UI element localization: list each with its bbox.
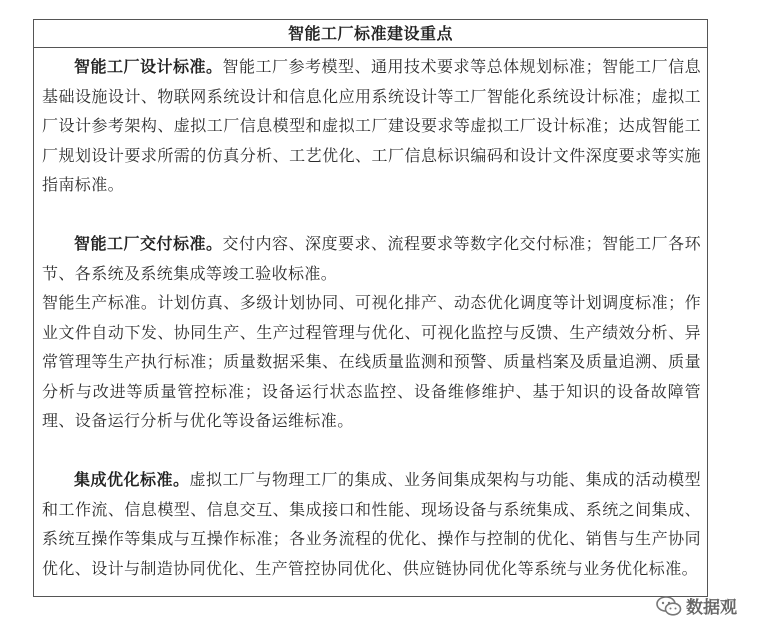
section-lead: 智能工厂交付标准。 <box>74 234 223 253</box>
section-text: 交付内容、深度要求、流程要求等数字化交付标准；智能工厂各环节、各系统及系统集成等竣工验收标准。 <box>42 234 701 283</box>
section-lead: 集成优化标准。 <box>74 470 190 489</box>
section-design-standard <box>42 52 701 200</box>
section-text: 虚拟工厂与物理工厂的集成、业务间集成架构与功能、集成的活动模型和工作流、信息模型、信息交互、集成接口和性能、现场设备与系统集成、系统之间集成、系统互操作等集成与互操作标准；各业务流程的优化、操作与控制的优化、销售与生产协同优化、设计与制造协同优化、生产管控协同优化、供应链协同优化等系统与业务优化标准。 <box>42 470 701 578</box>
watermark-text: 数据观 <box>686 598 737 618</box>
section-lead: 智能工厂设计标准。 <box>74 57 223 76</box>
section-production-standard: 智能生产标准。计划仿真、多级计划协同、可视化排产、动态优化调度等计划调度标准；作业文件自动下发、协同生产、生产过程管理与优化、可视化监控与反馈、生产绩效分析、异常管理等生产执行标准；质量数据采集、在线质量监测和预警、质量档案及质量追溯、质量分析与改进等质量管控标准；设备运行状态监控、设备维修维护、基于知识的设备故障管理、设备运行分析与优化等设备运维标准。 <box>42 293 701 430</box>
section-delivery-standard <box>42 229 701 288</box>
table-body <box>34 48 707 583</box>
section-text: 智能工厂参考模型、通用技术要求等总体规划标准；智能工厂信息基础设施设计、物联网系统设计和信息化应用系统设计等工厂智能化系统设计标准；虚拟工厂设计参考架构、虚拟工厂信息模型和虚拟工厂建设要求等虚拟工厂设计标准；达成智能工厂规划设计要求所需的仿真分析、工艺优化、工厂信息标识编码和设计文件深度要求等实施指南标准。 <box>42 57 701 194</box>
section-integration-standard <box>42 465 701 583</box>
paragraph-gap <box>42 436 701 466</box>
paragraph-gap <box>42 200 701 230</box>
watermark <box>656 593 737 618</box>
wechat-icon <box>656 595 682 617</box>
table-title: 智能工厂标准建设重点 <box>34 20 707 48</box>
standards-table <box>33 19 708 597</box>
